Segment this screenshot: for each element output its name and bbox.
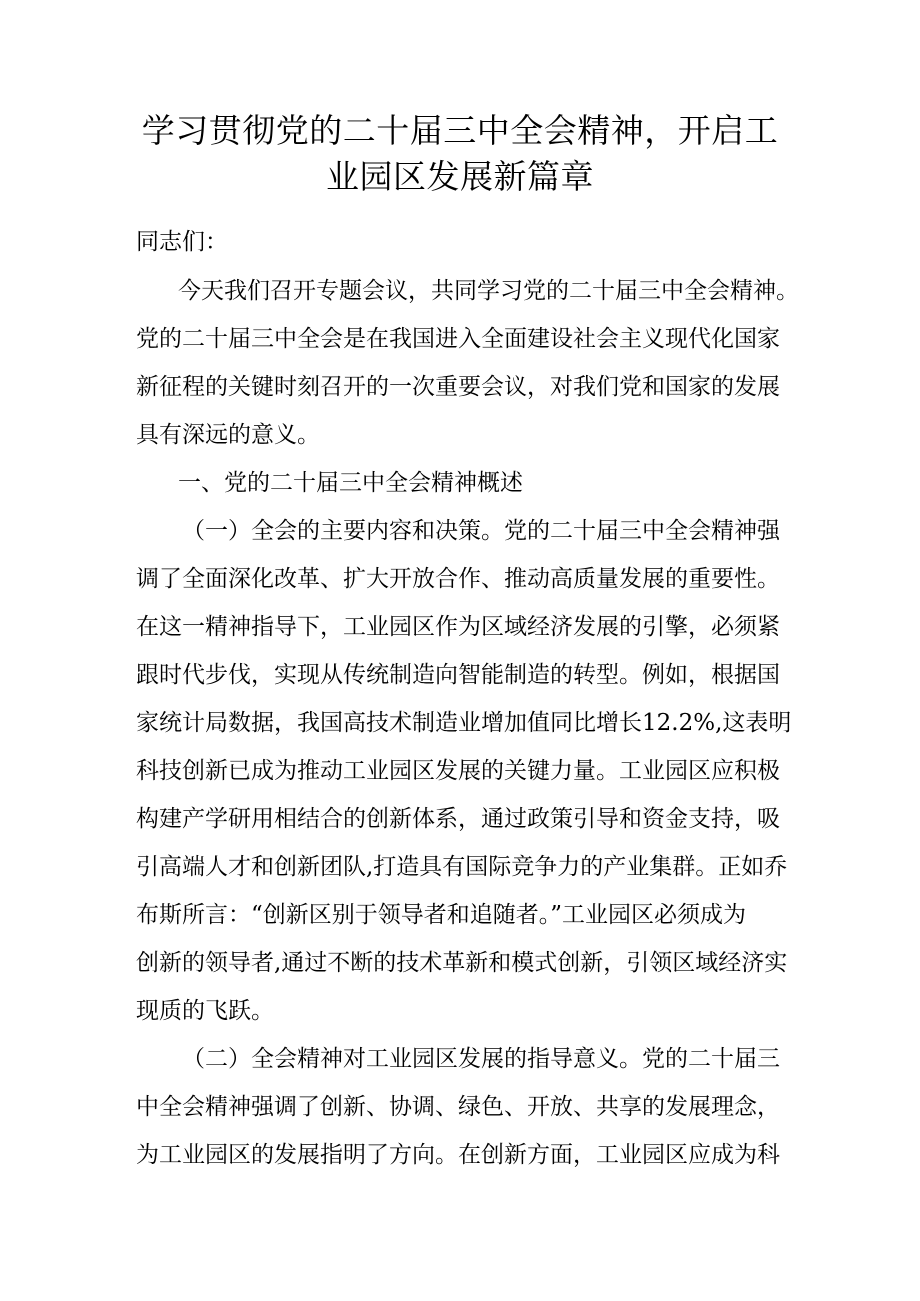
body-line: 新征程的关键时刻召开的一次重要会议，对我们党和国家的发展: [136, 374, 780, 400]
body-line: 构建产学研用相结合的创新体系，通过政策引导和资金支持，吸: [136, 806, 780, 832]
body-line: 现质的飞跃。: [136, 998, 274, 1024]
body-line: 具有深远的意义。: [136, 422, 320, 448]
document-title: [120, 108, 800, 200]
body-line: 中全会精神强调了创新、协调、绿色、开放、共享的发展理念，: [136, 1094, 780, 1120]
body-line: 创新的领导者,通过不断的技术革新和模式创新，引领区域经济实: [136, 950, 788, 976]
body-line: 跟时代步伐，实现从传统制造向智能制造的转型。例如，根据国: [136, 662, 780, 688]
subsection-heading-1: （一）全会的主要内容和决策。党的二十届三中全会精神强: [182, 518, 780, 544]
body-line: 家统计局数据，我国高技术制造业增加值同比增长12.2%,这表明: [136, 710, 792, 736]
body-line: 布斯所言：“创新区别于领导者和追随者。”工业园区必须成为: [136, 902, 747, 928]
title-line-1: 学习贯彻党的二十届三中全会精神，开启工: [141, 111, 779, 150]
section-heading-1: 一、党的二十届三中全会精神概述: [178, 470, 523, 496]
body-line: 为工业园区的发展指明了方向。在创新方面，工业园区应成为科: [136, 1142, 780, 1168]
title-line-2: 业园区发展新篇章: [326, 157, 594, 196]
subsection-heading-2: （二）全会精神对工业园区发展的指导意义。党的二十届三: [182, 1046, 780, 1072]
body-line: 党的二十届三中全会是在我国进入全面建设社会主义现代化国家: [136, 326, 780, 352]
body-line: 科技创新已成为推动工业园区发展的关键力量。工业园区应积极: [136, 758, 780, 784]
body-line: 今天我们召开专题会议，共同学习党的二十届三中全会精神。: [178, 278, 799, 304]
body-line: 调了全面深化改革、扩大开放合作、推动高质量发展的重要性。: [136, 566, 780, 592]
salutation: 同志们：: [136, 229, 228, 255]
body-line: 引高端人才和创新团队,打造具有国际竞争力的产业集群。正如乔: [136, 854, 788, 880]
body-line: 在这一精神指导下，工业园区作为区域经济发展的引擎，必须紧: [136, 614, 780, 640]
